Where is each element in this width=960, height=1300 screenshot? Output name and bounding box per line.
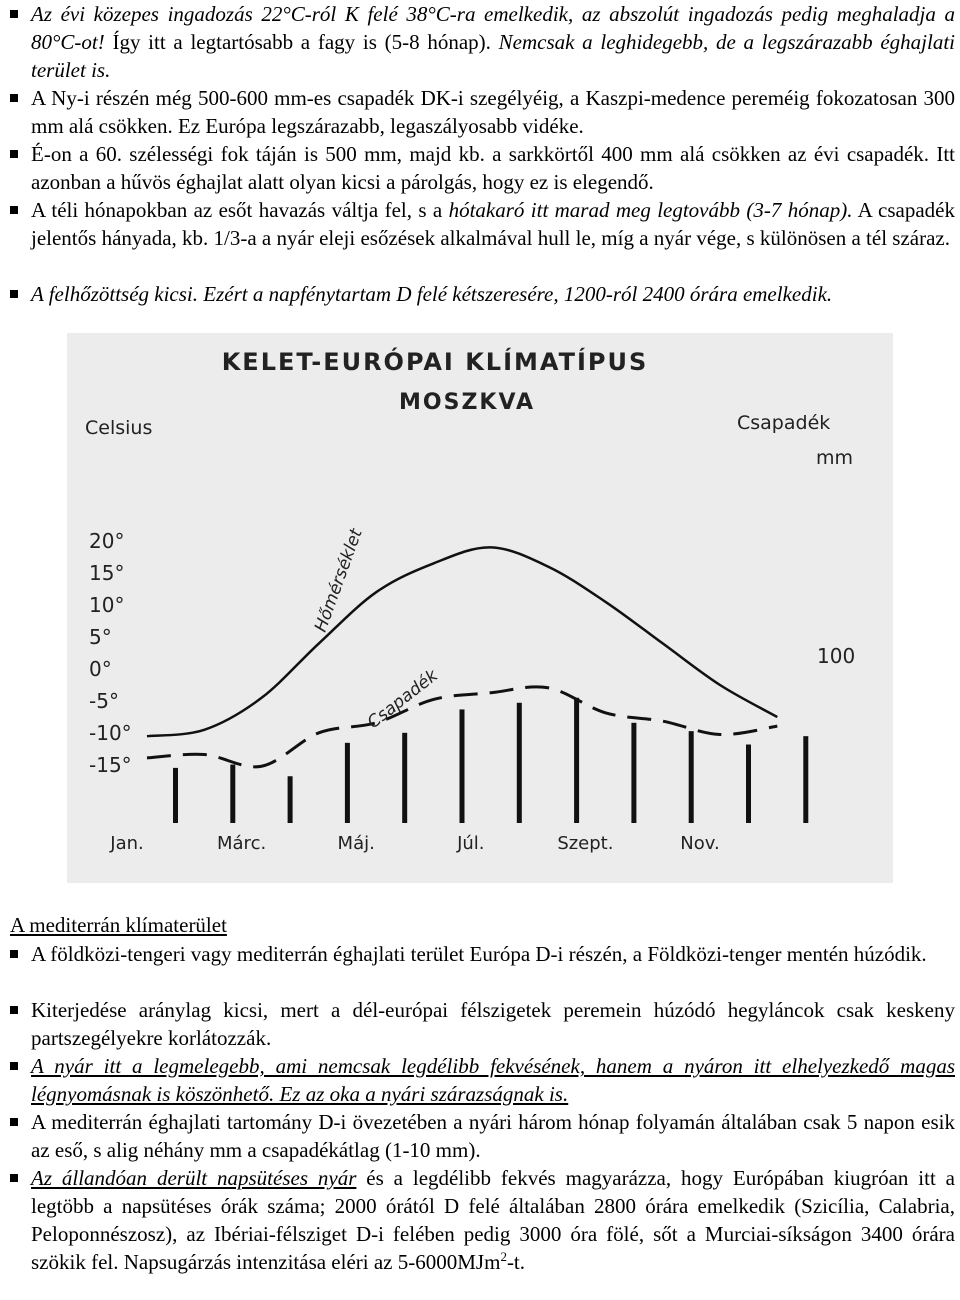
precipitation-bar — [689, 731, 694, 823]
bullet-item-1 — [10, 0, 955, 84]
text-segment: É-on a 60. szélességi fok táján is 500 mm, majd kb. a sarkkörtől 400 mm alá csökken az évi csapadék. Itt azonban a hűvös éghajlat alatt olyan kicsi a párolgás, hogy ez is elegendő. — [31, 142, 955, 194]
bullet-text — [31, 0, 955, 84]
x-tick-label: Máj. — [337, 833, 375, 854]
y-left-tick-label: -5° — [89, 689, 119, 713]
text-segment: A nyár itt a legmelegebb, ami nemcsak legdélibb fekvésének, hanem a nyáron itt elhelyezkedő magas légnyomásnak is köszönhető. Ez az oka a nyári szárazságnak is. — [31, 1054, 955, 1106]
text-segment: A felhőzöttség kicsi. Ezért a napfénytartam D felé kétszeresére, 1200-ról 2400 órára emelkedik. — [31, 282, 833, 306]
y-left-label: Celsius — [85, 417, 153, 439]
y-left-tick-label: -15° — [89, 753, 132, 777]
y-left-tick-label: -10° — [89, 721, 132, 745]
bullet-marker — [10, 1006, 18, 1014]
precipitation-curve-label: Csapadék — [363, 665, 442, 733]
chart-title: KELET-EURÓPAI KLÍMATÍPUS — [221, 348, 649, 376]
text-segment: és a legdélibb fekvés magyarázza, hogy Európában kiugróan itt a legtöbb a napsütéses órák száma; 2000 órától D felé általában 2800 órára emelkedik (Szicília, Calabria, Peloponnészosz), az Ibériai-félsziget D-i felében pedig 3000 óra fölé, sőt a Murciai-síkságon 3400 órára szökik fel. Napsugárzás intenzitása eléri az 5-6000MJm — [31, 1166, 955, 1274]
precipitation-bar — [746, 745, 751, 823]
text-segment: -t. — [506, 1250, 526, 1274]
bullet-marker — [10, 950, 18, 958]
text-segment: Az állandóan derült napsütéses nyár — [31, 1166, 357, 1190]
bullet-item-4 — [10, 196, 955, 252]
bullet-marker — [10, 10, 18, 18]
precipitation-bar — [803, 736, 808, 823]
bullet-item-6 — [10, 940, 955, 968]
text-segment: A Ny-i részén még 500-600 mm-es csapadék DK-i szegélyéig, a Kaszpi-medence pereméig fokozatosan 300 mm alá csökken. Ez Európa legszárazabb, legaszályosabb vidéke. — [31, 86, 955, 138]
y-left-tick-label: 5° — [89, 625, 112, 649]
precipitation-bar — [460, 709, 465, 823]
climate-chart — [67, 333, 893, 883]
x-tick-label: Jan. — [110, 833, 144, 854]
text-segment: A mediterrán éghajlati tartomány D-i övezetében a nyári három hónap folyamán általában csak 5 napon esik az eső, s alig néhány mm a csapadékátlag (1-10 mm). — [31, 1110, 955, 1162]
y-right-tick-label: 100 — [817, 644, 856, 668]
bullet-marker — [10, 150, 18, 158]
y-right-label: Csapadék — [737, 412, 831, 434]
bullet-text — [31, 940, 955, 968]
bullet-item-8 — [10, 1052, 955, 1108]
text-segment: Így itt a legtartósabb a fagy is (5-8 hónap). — [104, 30, 499, 54]
bullet-marker — [10, 290, 18, 298]
bullet-marker — [10, 1062, 18, 1070]
bullet-item-9 — [10, 1108, 955, 1164]
y-left-tick-label: 10° — [89, 593, 125, 617]
text-segment: A földközi-tengeri vagy mediterrán éghajlati terület Európa D-i részén, a Földközi-tenger mentén húzódik. — [31, 942, 927, 966]
x-tick-label: Szept. — [557, 833, 614, 854]
y-left-tick-label: 0° — [89, 657, 112, 681]
section-heading: A mediterrán klímaterület — [10, 913, 227, 937]
text-segment: Kiterjedése aránylag kicsi, mert a dél-európai félszigetek peremein húzódó hegyláncok csak keskeny partszegélyekre korlátozzák. — [31, 998, 955, 1050]
bullet-text — [31, 1108, 955, 1164]
bullet-text — [31, 140, 955, 196]
text-segment: A csapadék jelentős hányada, kb. 1/3-a a nyár eleji esőzések alkalmával hull le, míg a nyár vége, s különösen a tél száraz. — [31, 198, 955, 250]
precipitation-bar — [574, 698, 579, 823]
precipitation-bar — [631, 723, 636, 823]
text-segment: hótakaró itt marad meg legtovább (3-7 hónap). — [448, 198, 853, 222]
precipitation-bar — [345, 743, 350, 823]
chart-subtitle: MOSZKVA — [399, 390, 535, 415]
precipitation-bar — [517, 703, 522, 823]
precipitation-bar — [288, 776, 293, 823]
bullet-marker — [10, 94, 18, 102]
bullet-item-7 — [10, 996, 955, 1052]
bullet-text — [31, 1164, 955, 1276]
bullet-item-5 — [10, 280, 955, 308]
bullet-text — [31, 280, 955, 308]
x-tick-label: Júl. — [457, 833, 485, 854]
bullet-text — [31, 196, 955, 252]
bullet-marker — [10, 1118, 18, 1126]
bullet-text — [31, 996, 955, 1052]
precipitation-bar — [402, 733, 407, 823]
y-left-tick-label: 15° — [89, 561, 125, 585]
bullet-item-10 — [10, 1164, 955, 1276]
text-segment: A téli hónapokban az esőt havazás váltja fel, s a — [31, 198, 449, 222]
bullet-item-2 — [10, 84, 955, 140]
text-segment: Nemcsak a leghidegebb, de a legszárazabb éghajlati terület is. — [31, 30, 956, 82]
superscript: 2 — [500, 1249, 507, 1264]
bullet-marker — [10, 1174, 18, 1182]
bullet-marker — [10, 206, 18, 214]
precipitation-bar — [173, 768, 178, 823]
bullet-item-3 — [10, 140, 955, 196]
bullet-text — [31, 84, 955, 140]
x-tick-label: Nov. — [680, 833, 720, 854]
text-segment: Az évi közepes ingadozás 22°C-ról K felé 38°C-ra emelkedik, az abszolút ingadozás pedig meghaladja a 80°C-ot! — [31, 2, 955, 54]
temperature-curve-label: Hőmérséklet — [310, 526, 367, 635]
x-tick-label: Márc. — [217, 833, 267, 854]
bullet-text — [31, 1052, 955, 1108]
y-right-unit: mm — [816, 447, 854, 469]
precipitation-bar — [230, 765, 235, 823]
y-left-tick-label: 20° — [89, 529, 125, 553]
